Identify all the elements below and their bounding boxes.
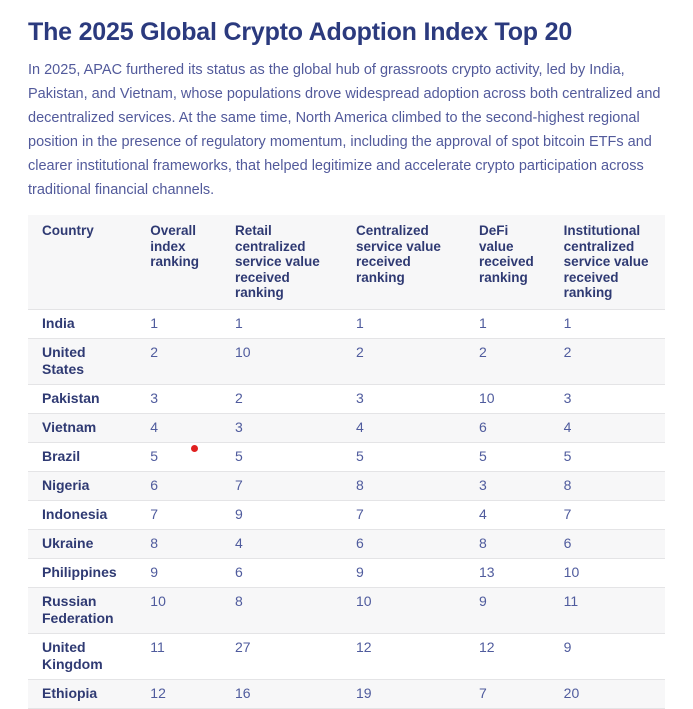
- ranking-cell: 2: [550, 338, 665, 384]
- table-row: [28, 679, 665, 708]
- ranking-cell: 2: [136, 338, 221, 384]
- ranking-cell: 10: [136, 587, 221, 633]
- table-row: [28, 442, 665, 471]
- ranking-cell: 10: [221, 338, 342, 384]
- ranking-cell: 1: [550, 309, 665, 338]
- ranking-cell: 8: [465, 529, 550, 558]
- table-row: [28, 471, 665, 500]
- ranking-cell: 10: [465, 384, 550, 413]
- ranking-cell: 3: [221, 413, 342, 442]
- ranking-cell: 3: [465, 471, 550, 500]
- ranking-cell: 3: [550, 384, 665, 413]
- ranking-cell: 7: [550, 500, 665, 529]
- red-dot-marker: [191, 445, 198, 452]
- table-body: [28, 309, 665, 708]
- ranking-cell: 5: [465, 442, 550, 471]
- ranking-cell: 4: [550, 413, 665, 442]
- ranking-cell: 12: [136, 679, 221, 708]
- table-row: [28, 633, 665, 679]
- country-cell: Nigeria: [28, 471, 136, 500]
- ranking-cell: 6: [465, 413, 550, 442]
- column-header: DeFi value received ranking: [465, 215, 550, 309]
- country-cell: Brazil: [28, 442, 136, 471]
- column-header: Country: [28, 215, 136, 309]
- ranking-cell: 16: [221, 679, 342, 708]
- country-cell: United States: [28, 338, 136, 384]
- ranking-cell: 2: [465, 338, 550, 384]
- country-cell: Ukraine: [28, 529, 136, 558]
- table-row: [28, 558, 665, 587]
- ranking-cell: 10: [550, 558, 665, 587]
- country-cell: Pakistan: [28, 384, 136, 413]
- ranking-cell: 3: [136, 384, 221, 413]
- ranking-cell: 9: [465, 587, 550, 633]
- ranking-cell: 19: [342, 679, 465, 708]
- crypto-adoption-table: [28, 215, 665, 709]
- ranking-cell: 11: [550, 587, 665, 633]
- ranking-cell: 7: [221, 471, 342, 500]
- table-row: [28, 384, 665, 413]
- country-cell: Philippines: [28, 558, 136, 587]
- ranking-cell: 7: [136, 500, 221, 529]
- column-header: Centralized service value received ranking: [342, 215, 465, 309]
- ranking-cell: 5: [550, 442, 665, 471]
- ranking-cell: 8: [136, 529, 221, 558]
- table-row: [28, 500, 665, 529]
- ranking-cell: 5: [136, 442, 221, 471]
- ranking-cell: 10: [342, 587, 465, 633]
- table-row: [28, 338, 665, 384]
- ranking-cell: 4: [342, 413, 465, 442]
- ranking-cell: 9: [136, 558, 221, 587]
- ranking-cell: 9: [221, 500, 342, 529]
- page-title: The 2025 Global Crypto Adoption Index Top 20: [28, 18, 573, 46]
- ranking-cell: 2: [221, 384, 342, 413]
- ranking-cell: 1: [342, 309, 465, 338]
- ranking-cell: 8: [342, 471, 465, 500]
- ranking-cell: 3: [342, 384, 465, 413]
- ranking-cell: 6: [221, 558, 342, 587]
- ranking-cell: 2: [342, 338, 465, 384]
- ranking-cell: 5: [221, 442, 342, 471]
- ranking-cell: 8: [221, 587, 342, 633]
- table-row: [28, 587, 665, 633]
- ranking-cell: 4: [136, 413, 221, 442]
- country-cell: Vietnam: [28, 413, 136, 442]
- country-cell: Russian Federation: [28, 587, 136, 633]
- ranking-cell: 1: [465, 309, 550, 338]
- ranking-cell: 6: [550, 529, 665, 558]
- country-cell: Ethiopia: [28, 679, 136, 708]
- table-header-row: [28, 215, 665, 309]
- column-header: Institutional centralized service value received ranking: [550, 215, 665, 309]
- ranking-cell: 11: [136, 633, 221, 679]
- ranking-cell: 1: [136, 309, 221, 338]
- ranking-cell: 7: [342, 500, 465, 529]
- country-cell: India: [28, 309, 136, 338]
- intro-paragraph: In 2025, APAC furthered its status as the global hub of grassroots crypto activity, led by India, Pakistan, and Vietnam, whose populations drove widespread adoption across both centralized and decentralized services. At the same time, North America climbed to the second-highest regional position in the presence of regulatory momentum, including the approval of spot bitcoin ETFs and clearer institutional frameworks, that helped legitimize and accelerate crypto participation across traditional financial channels.: [28, 62, 661, 198]
- ranking-cell: 7: [465, 679, 550, 708]
- table-row: [28, 529, 665, 558]
- ranking-cell: 12: [465, 633, 550, 679]
- ranking-cell: 27: [221, 633, 342, 679]
- ranking-cell: 5: [342, 442, 465, 471]
- ranking-cell: 4: [465, 500, 550, 529]
- ranking-cell: 1: [221, 309, 342, 338]
- ranking-cell: 6: [342, 529, 465, 558]
- ranking-cell: 4: [221, 529, 342, 558]
- ranking-cell: 13: [465, 558, 550, 587]
- ranking-cell: 6: [136, 471, 221, 500]
- ranking-cell: 9: [342, 558, 465, 587]
- ranking-cell: 12: [342, 633, 465, 679]
- table-row: [28, 309, 665, 338]
- column-header: Overall index ranking: [136, 215, 221, 309]
- table-row: [28, 413, 665, 442]
- ranking-cell: 9: [550, 633, 665, 679]
- country-cell: Indonesia: [28, 500, 136, 529]
- country-cell: United Kingdom: [28, 633, 136, 679]
- ranking-cell: 8: [550, 471, 665, 500]
- ranking-cell: 20: [550, 679, 665, 708]
- column-header: Retail centralized service value received ranking: [221, 215, 342, 309]
